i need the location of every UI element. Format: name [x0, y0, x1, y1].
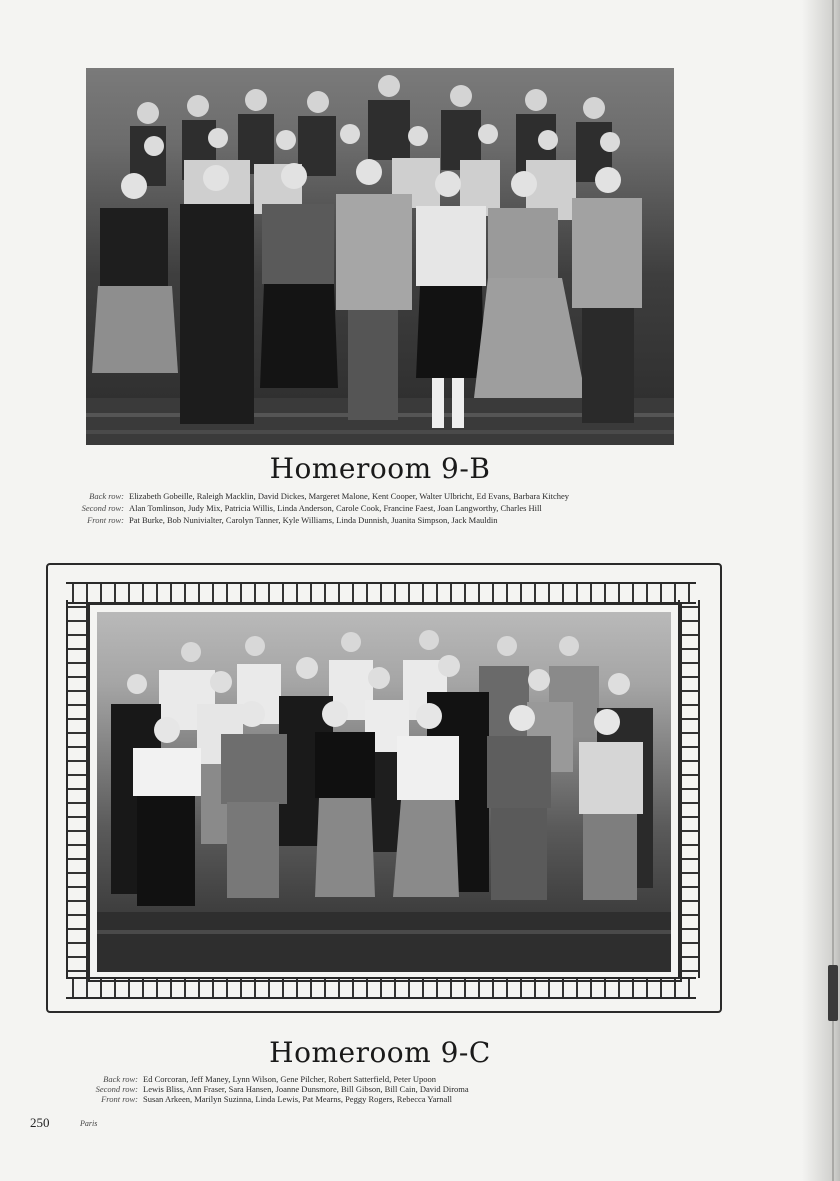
homeroom-9c-caption — [94, 1074, 634, 1104]
caption-row-back — [80, 491, 620, 501]
caption-row-second — [94, 1084, 634, 1094]
row-names: Alan Tomlinson, Judy Mix, Patricia Willis, Linda Anderson, Carole Cook, Francine Faest, Joan Langworthy, Charles Hill — [129, 503, 542, 513]
row-label: Back row: — [103, 1074, 138, 1084]
row-label: Front row: — [87, 515, 124, 525]
caption-row-second — [80, 503, 620, 513]
homeroom-9c-photo — [97, 612, 671, 972]
row-label: Front row: — [101, 1094, 138, 1104]
row-names: Pat Burke, Bob Nunivialter, Carolyn Tanner, Kyle Williams, Linda Dunnish, Juanita Simpson, Jack Mauldin — [129, 515, 498, 525]
homeroom-9b-title: Homeroom 9-B — [269, 452, 491, 485]
homeroom-9b-photo — [86, 68, 674, 445]
row-label: Back row: — [89, 491, 124, 501]
section-label: Paris — [80, 1119, 98, 1128]
homeroom-9b-photo-figures — [86, 68, 674, 445]
frame-border-top — [66, 582, 696, 604]
row-names: Susan Arkeen, Marilyn Suzinna, Linda Lewis, Pat Mearns, Peggy Rogers, Rebecca Yarnall — [143, 1094, 453, 1104]
row-label: Second row: — [81, 503, 124, 513]
row-names: Elizabeth Gobeille, Raleigh Macklin, David Dickes, Margeret Malone, Kent Cooper, Walter Ulbricht, Ed Evans, Barbara Kitchey — [129, 491, 570, 501]
frame-border-left — [66, 600, 88, 978]
homeroom-9b-caption — [80, 491, 620, 525]
row-names: Lewis Bliss, Ann Fraser, Sara Hansen, Joanne Dunsmore, Bill Gibson, Bill Cain, David Diroma — [143, 1084, 469, 1094]
row-names: Ed Corcoran, Jeff Maney, Lynn Wilson, Gene Pilcher, Robert Satterfield, Peter Upoon — [143, 1074, 437, 1084]
homeroom-9c-title: Homeroom 9-C — [269, 1036, 491, 1069]
page-number: 250 — [30, 1115, 50, 1130]
caption-row-front — [80, 515, 620, 525]
binder-clip — [828, 965, 838, 1021]
homeroom-9c-photo-figures — [97, 612, 671, 972]
caption-row-back — [94, 1074, 634, 1084]
caption-row-front — [94, 1094, 634, 1104]
row-label: Second row: — [95, 1084, 138, 1094]
